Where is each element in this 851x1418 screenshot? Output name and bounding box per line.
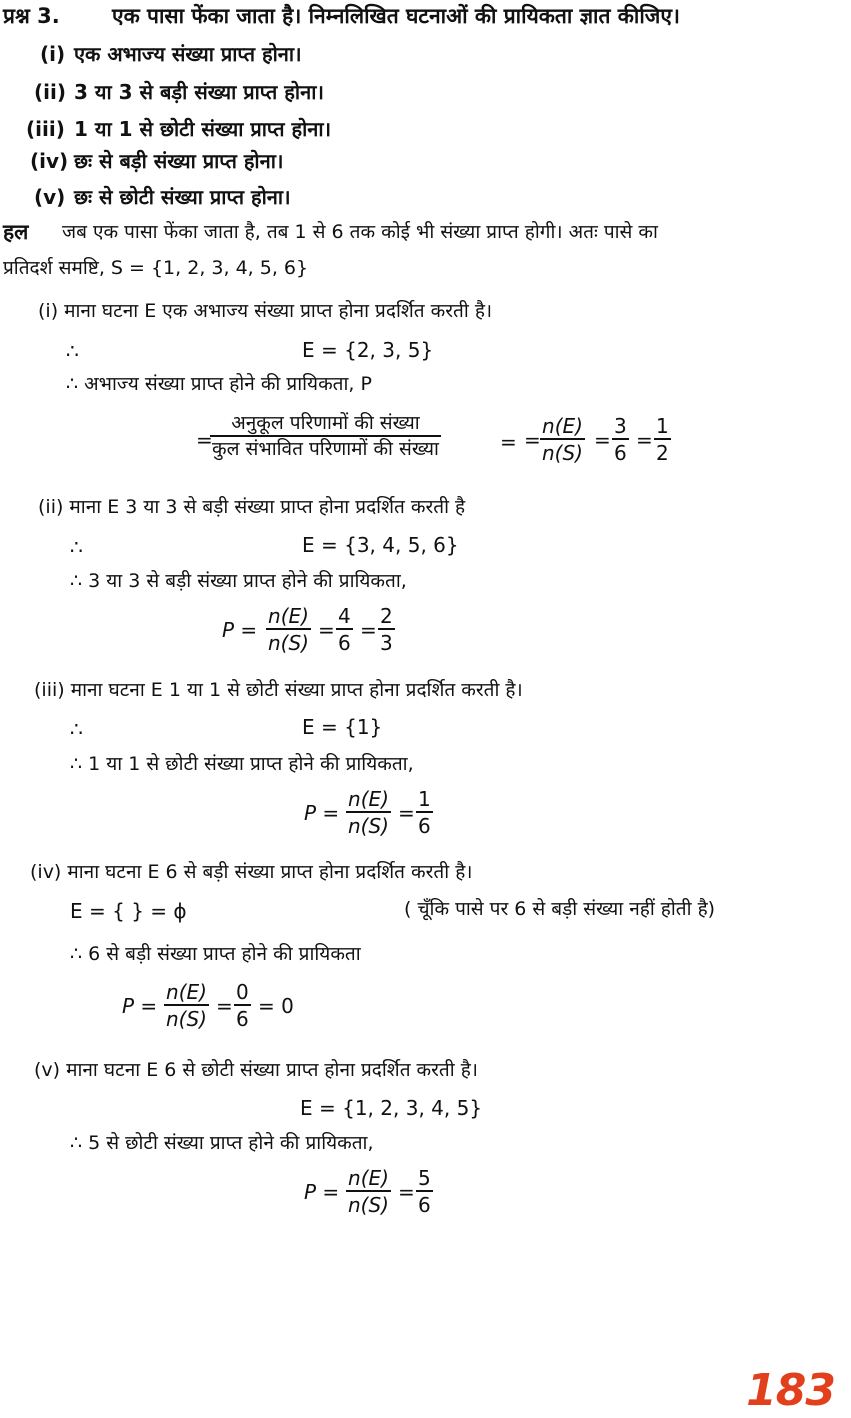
fraction-numerator: 5 [418, 1166, 431, 1190]
part-iv-number: (iv) [30, 149, 69, 173]
favourable-over-total-fraction [210, 414, 441, 459]
equals-sign: = [636, 428, 653, 452]
three-over-six-fraction [612, 416, 629, 463]
part-iii-text: 1 या 1 से छोटी संख्या प्राप्त होना। [74, 117, 332, 141]
fraction-denominator: 2 [656, 441, 669, 465]
equals-sign: = [524, 428, 541, 452]
nE: n(E) [348, 1166, 389, 1190]
one-over-six-fraction [416, 789, 433, 836]
nS: n(S) [166, 1007, 207, 1031]
part-ii-number: (ii) [34, 80, 66, 104]
equals-sign: = [360, 618, 377, 642]
fraction-numerator: 1 [418, 787, 431, 811]
fraction-numerator: 1 [656, 414, 669, 438]
nE-over-nS-fraction [266, 606, 311, 653]
fraction-denominator: 6 [418, 814, 431, 838]
therefore-symbol: ∴ [70, 717, 83, 741]
equals-sign: = [196, 428, 213, 452]
solution-iv-heading: (iv) माना घटना E 6 से बड़ी संख्या प्राप्त होना प्रदर्शित करती है। [30, 861, 473, 883]
page-number: 183 [746, 1365, 835, 1416]
nS: n(S) [542, 441, 583, 465]
part-i-text: एक अभाज्य संख्या प्राप्त होना। [74, 42, 302, 66]
solution-intro-line2: प्रतिदर्श समष्टि, S = {1, 2, 3, 4, 5, 6} [3, 257, 309, 279]
nS: n(S) [348, 814, 389, 838]
solution-v-event-set: E = {1, 2, 3, 4, 5} [300, 1096, 483, 1120]
solution-v-probability-label: ∴ 5 से छोटी संख्या प्राप्त होने की प्रायिकता, [70, 1132, 374, 1154]
solution-i-probability-label: ∴ अभाज्य संख्या प्राप्त होने की प्रायिकता, P [66, 373, 372, 395]
part-v-number: (v) [34, 185, 66, 209]
equals-sign: = [318, 618, 335, 642]
five-over-six-fraction [416, 1168, 433, 1215]
fraction-denominator: 6 [236, 1007, 249, 1031]
nE: n(E) [348, 787, 389, 811]
p-equals: P = [222, 618, 258, 642]
two-over-three-fraction [378, 606, 395, 653]
probability-result: = 0 [258, 994, 294, 1018]
nE-over-nS-fraction [346, 1168, 391, 1215]
solution-iv-probability-label: ∴ 6 से बड़ी संख्या प्राप्त होने की प्रायिकता [70, 943, 361, 965]
fraction-numerator: 2 [380, 604, 393, 628]
solution-v-heading: (v) माना घटना E 6 से छोटी संख्या प्राप्त होना प्रदर्शित करती है। [34, 1059, 479, 1081]
part-iii-number: (iii) [26, 117, 65, 141]
therefore-symbol: ∴ [70, 535, 83, 559]
p-equals: P = [304, 801, 340, 825]
equals-sign: = [500, 430, 517, 454]
solution-label: हल [3, 220, 29, 244]
solution-iii-event-set: E = {1} [302, 715, 383, 739]
part-i-number: (i) [40, 42, 66, 66]
fraction-denominator: 6 [338, 631, 351, 655]
equals-sign: = [398, 801, 415, 825]
total-outcomes-text: कुल संभावित परिणामों की संख्या [212, 438, 439, 460]
solution-ii-event-set: E = {3, 4, 5, 6} [302, 533, 459, 557]
fraction-denominator: 6 [418, 1193, 431, 1217]
nE-over-nS-fraction [540, 416, 585, 463]
nE: n(E) [268, 604, 309, 628]
fraction-denominator: 3 [380, 631, 393, 655]
solution-ii-probability-label: ∴ 3 या 3 से बड़ी संख्या प्राप्त होने की प्रायिकता, [70, 570, 407, 592]
nS: n(S) [268, 631, 309, 655]
fraction-numerator: 0 [236, 980, 249, 1004]
nE: n(E) [166, 980, 207, 1004]
zero-over-six-fraction [234, 982, 251, 1029]
question-label: प्रश्न 3. [3, 4, 60, 28]
nS: n(S) [348, 1193, 389, 1217]
fraction-numerator: 4 [338, 604, 351, 628]
solution-intro-line1: जब एक पासा फेंका जाता है, तब 1 से 6 तक कोई भी संख्या प्राप्त होगी। अतः पासे का [62, 221, 658, 243]
p-equals: P = [122, 994, 158, 1018]
therefore-symbol: ∴ [66, 339, 79, 363]
nE-over-nS-fraction [346, 789, 391, 836]
solution-i-event-set: E = {2, 3, 5} [302, 338, 434, 362]
part-iv-text: छः से बड़ी संख्या प्राप्त होना। [74, 149, 284, 173]
equals-sign: = [216, 994, 233, 1018]
four-over-six-fraction [336, 606, 353, 653]
equals-sign: = [398, 1180, 415, 1204]
solution-iv-event-set: E = { } = ϕ [70, 899, 187, 923]
solution-ii-heading: (ii) माना E 3 या 3 से बड़ी संख्या प्राप्त होना प्रदर्शित करती है [38, 496, 466, 518]
solution-iv-note: ( चूँकि पासे पर 6 से बड़ी संख्या नहीं होती है) [404, 898, 716, 920]
p-equals: P = [304, 1180, 340, 1204]
fraction-denominator: 6 [614, 441, 627, 465]
solution-iii-probability-label: ∴ 1 या 1 से छोटी संख्या प्राप्त होने की प्रायिकता, [70, 753, 414, 775]
favourable-outcomes-text: अनुकूल परिणामों की संख्या [231, 412, 420, 434]
equals-sign: = [594, 428, 611, 452]
part-ii-text: 3 या 3 से बड़ी संख्या प्राप्त होना। [74, 80, 324, 104]
question-text: एक पासा फेंका जाता है। निम्नलिखित घटनाओं की प्रायिकता ज्ञात कीजिए। [112, 4, 680, 28]
solution-i-heading: (i) माना घटना E एक अभाज्य संख्या प्राप्त होना प्रदर्शित करती है। [38, 300, 493, 322]
one-over-two-fraction [654, 416, 671, 463]
part-v-text: छः से छोटी संख्या प्राप्त होना। [74, 185, 291, 209]
nE: n(E) [542, 414, 583, 438]
solution-iii-heading: (iii) माना घटना E 1 या 1 से छोटी संख्या प्राप्त होना प्रदर्शित करती है। [34, 679, 523, 701]
nE-over-nS-fraction [164, 982, 209, 1029]
fraction-numerator: 3 [614, 414, 627, 438]
